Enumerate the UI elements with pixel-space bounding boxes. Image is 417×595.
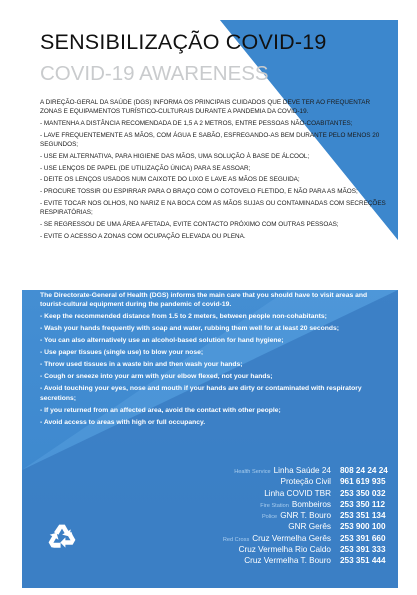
contact-phone: 253 350 032 (340, 488, 386, 498)
contact-phone: 253 351 444 (340, 556, 386, 566)
contact-category: Red Cross (222, 536, 250, 543)
contact-category: Police (261, 514, 278, 521)
contact-name: GNR T. Bouro (280, 511, 331, 521)
english-item: - Avoid access to areas with high or full occupancy. (40, 418, 206, 426)
contact-name: Bombeiros (291, 499, 331, 509)
portuguese-item: - LAVE FREQUENTEMENTE AS MÃOS, COM ÁGUA E SABÃO, ESFREGANDO-AS BEM DURANTE PELO MENOS 20 SEGUNDOS; (40, 131, 380, 148)
portuguese-item: - PROCURE TOSSIR OU ESPIRRAR PARA O BRAÇO COM O COTOVELO FLETIDO, E NÃO PARA AS MÃOS; (40, 188, 358, 196)
english-item: - Cough or sneeze into your arm with your elbow flexed, not your hands; (40, 373, 273, 381)
portuguese-item: - EVITE O ACESSO A ZONAS COM OCUPAÇÃO ELEVADA OU PLENA. (40, 232, 246, 240)
contact-row (120, 545, 404, 556)
contact-name: Cruz Vermelha T. Bouro (244, 556, 331, 566)
contact-category: Fire Station (260, 502, 289, 509)
recycle-icon (46, 521, 78, 553)
contact-row (120, 477, 404, 488)
contact-name: Cruz Vermelha Rio Caldo (238, 545, 331, 555)
english-intro: The Directorate-General of Health (DGS) informs the main care that you should have to visit areas and tourist-cultural equipment during the pandemic of covid-19. (40, 292, 368, 309)
contact-row (120, 466, 404, 477)
contact-category: Health Service (234, 469, 271, 475)
english-item: - Keep the recommended distance from 1.5 to 2 meters, between people non-cohabitants; (40, 313, 327, 321)
contact-name: Linha Saúde 24 (273, 466, 331, 475)
contact-name: Linha COVID TBR (264, 488, 331, 498)
portuguese-item: - MANTENHA A DISTÂNCIA RECOMENDADA DE 1,5 A 2 METROS, ENTRE PESSOAS NÃO-COABITANTES; (40, 120, 353, 127)
contact-row (120, 522, 404, 533)
english-item: - You can also alternatively use an alcohol-based solution for hand hygiene; (40, 337, 284, 345)
contact-phone: 253 350 112 (340, 499, 386, 509)
portuguese-item: - SE REGRESSOU DE UMA ÁREA AFETADA, EVITE CONTACTO PRÓXIMO COM OUTRAS PESSOAS; (40, 220, 339, 228)
english-item: - Use paper tissues (single use) to blow your nose; (40, 349, 204, 357)
english-item: - Wash your hands frequently with soap and water, rubbing them well for at least 20 seconds; (40, 325, 340, 333)
contact-name: Proteção Civil (280, 477, 331, 487)
contact-phone: 961 619 935 (340, 477, 386, 487)
contact-phone: 253 351 134 (340, 511, 386, 521)
contacts-list (120, 466, 404, 568)
english-item: - If you returned from an affected area, avoid the contact with other people; (40, 406, 281, 414)
contact-row (120, 500, 404, 511)
english-item: - Throw used tissues in a waste bin and then wash your hands; (40, 361, 243, 369)
portuguese-item: - USE LENÇOS DE PAPEL (DE UTILIZAÇÃO ÚNICA) PARA SE ASSOAR; (40, 164, 251, 172)
english-section (40, 291, 392, 430)
contact-name: GNR Gerês (288, 522, 331, 532)
english-item: - Avoid touching your eyes, nose and mouth if your hands are dirty or contaminated with respiratory secretions; (40, 385, 362, 402)
contact-row (120, 489, 404, 500)
contact-name: Cruz Vermelha Gerês (252, 533, 331, 543)
contact-phone: 253 391 333 (340, 545, 386, 555)
contact-row (120, 556, 404, 567)
page-subtitle: COVID-19 AWARENESS (40, 62, 269, 85)
contact-row (120, 534, 404, 545)
portuguese-item: - DEITE OS LENÇOS USADOS NUM CAIXOTE DO LIXO E LAVE AS MÃOS DE SEGUIDA; (40, 176, 300, 184)
portuguese-item: - USE EM ALTERNATIVA, PARA HIGIENE DAS MÃOS, UMA SOLUÇÃO À BASE DE ÁLCOOL; (40, 152, 310, 160)
portuguese-item: - EVITE TOCAR NOS OLHOS, NO NARIZ E NA BOCA COM AS MÃOS SUJAS OU CONTAMINADAS COM SECREÇÕES RESPIRATÓRIAS; (40, 199, 386, 217)
contact-phone: 253 900 100 (340, 522, 386, 532)
contact-phone: 808 24 24 24 (340, 466, 388, 475)
portuguese-intro: A DIREÇÃO-GERAL DA SAÚDE (DGS) INFORMA OS PRINCIPAIS CUIDADOS QUE DEVE TER AO FREQUENTAR ZONAS E EQUIPAMENTOS TURÍSTICO-CULTURAIS DURANTE A PANDEMIA DA COVID-19. (40, 99, 371, 116)
contact-row (120, 511, 404, 522)
portuguese-section (40, 98, 392, 244)
contact-phone: 253 391 660 (340, 533, 386, 543)
page-title: SENSIBILIZAÇÃO COVID-19 (40, 30, 327, 54)
